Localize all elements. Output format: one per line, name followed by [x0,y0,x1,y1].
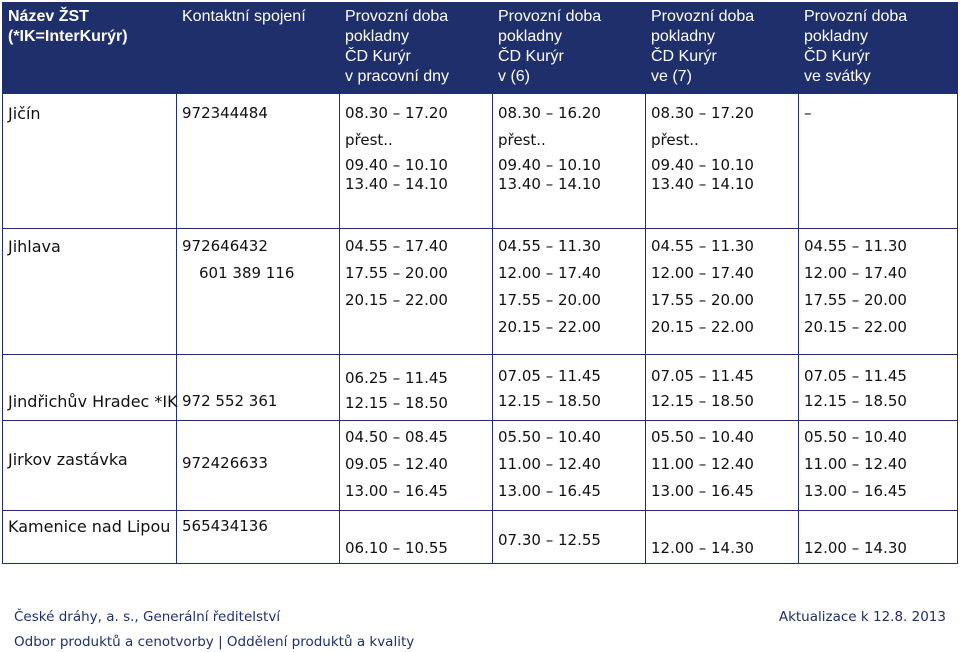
sunday-hours-cell: 08.30 – 17.20 přest.. 09.40 – 10.10 13.40 – 14.10 [646,94,799,229]
weekday-hours-cell: 08.30 – 17.20 přest.. 09.40 – 10.10 13.40 – 14.10 [340,94,493,229]
footer-organization: České dráhy, a. s., Generální ředitelství [14,609,281,625]
station-name-cell: Jihlava [3,229,177,355]
weekday-hours-cell: 04.50 – 08.45 09.05 – 12.40 13.00 – 16.45 [340,421,493,511]
table-row [3,421,958,511]
contact-cell: 972646432 601 389 116 [177,229,340,355]
sunday-hours-cell: 05.50 – 10.40 11.00 – 12.40 13.00 – 16.45 [646,421,799,511]
station-name-cell: Kamenice nad Lipou [3,511,177,564]
table-row [3,229,958,355]
weekday-hours-cell: 06.25 – 11.45 12.15 – 18.50 [340,355,493,421]
holiday-hours-cell: 05.50 – 10.40 11.00 – 12.40 13.00 – 16.45 [799,421,958,511]
holiday-hours-cell: 04.55 – 11.30 12.00 – 17.40 17.55 – 20.00 20.15 – 22.00 [799,229,958,355]
weekday-hours-cell: 04.55 – 17.40 17.55 – 20.00 20.15 – 22.00 [340,229,493,355]
header-station-name: Název ŽST (*IK=InterKurýr) [3,3,177,94]
weekday-hours-cell: 06.10 – 10.55 [340,511,493,564]
contact-cell: 565434136 [177,511,340,564]
footer-department: Odbor produktů a cenotvorby | Oddělení produktů a kvality [14,634,415,650]
header-holiday-hours: Provozní doba pokladny ČD Kurýr ve svátky [799,3,958,94]
header-contact: Kontaktní spojení [177,3,340,94]
saturday-hours-cell: 05.50 – 10.40 11.00 – 12.40 13.00 – 16.45 [493,421,646,511]
table-row [3,511,958,564]
saturday-hours-cell: 07.30 – 12.55 [493,511,646,564]
header-sunday-hours: Provozní doba pokladny ČD Kurýr ve (7) [646,3,799,94]
contact-cell: 972 552 361 [177,355,340,421]
sunday-hours-cell: 12.00 – 14.30 [646,511,799,564]
station-name-cell: Jičín [3,94,177,229]
saturday-hours-cell: 07.05 – 11.45 12.15 – 18.50 [493,355,646,421]
header-weekday-hours: Provozní doba pokladny ČD Kurýr v pracovní dny [340,3,493,94]
saturday-hours-cell: 08.30 – 16.20 přest.. 09.40 – 10.10 13.40 – 14.10 [493,94,646,229]
contact-cell: 972344484 [177,94,340,229]
contact-cell: 972426633 [177,421,340,511]
holiday-hours-cell: 07.05 – 11.45 12.15 – 18.50 [799,355,958,421]
station-name-cell: Jindřichův Hradec *IK [3,355,177,421]
saturday-hours-cell: 04.55 – 11.30 12.00 – 17.40 17.55 – 20.00 20.15 – 22.00 [493,229,646,355]
table-row [3,94,958,229]
sunday-hours-cell: 07.05 – 11.45 12.15 – 18.50 [646,355,799,421]
holiday-hours-cell: 12.00 – 14.30 [799,511,958,564]
header-saturday-hours: Provozní doba pokladny ČD Kurýr v (6) [493,3,646,94]
station-name-cell: Jirkov zastávka [3,421,177,511]
table-row [3,355,958,421]
sunday-hours-cell: 04.55 – 11.30 12.00 – 17.40 17.55 – 20.00 20.15 – 22.00 [646,229,799,355]
holiday-hours-cell: – [799,94,958,229]
schedule-table [2,2,958,564]
header-row [3,3,958,94]
footer-update-date: Aktualizace k 12.8. 2013 [778,609,946,625]
